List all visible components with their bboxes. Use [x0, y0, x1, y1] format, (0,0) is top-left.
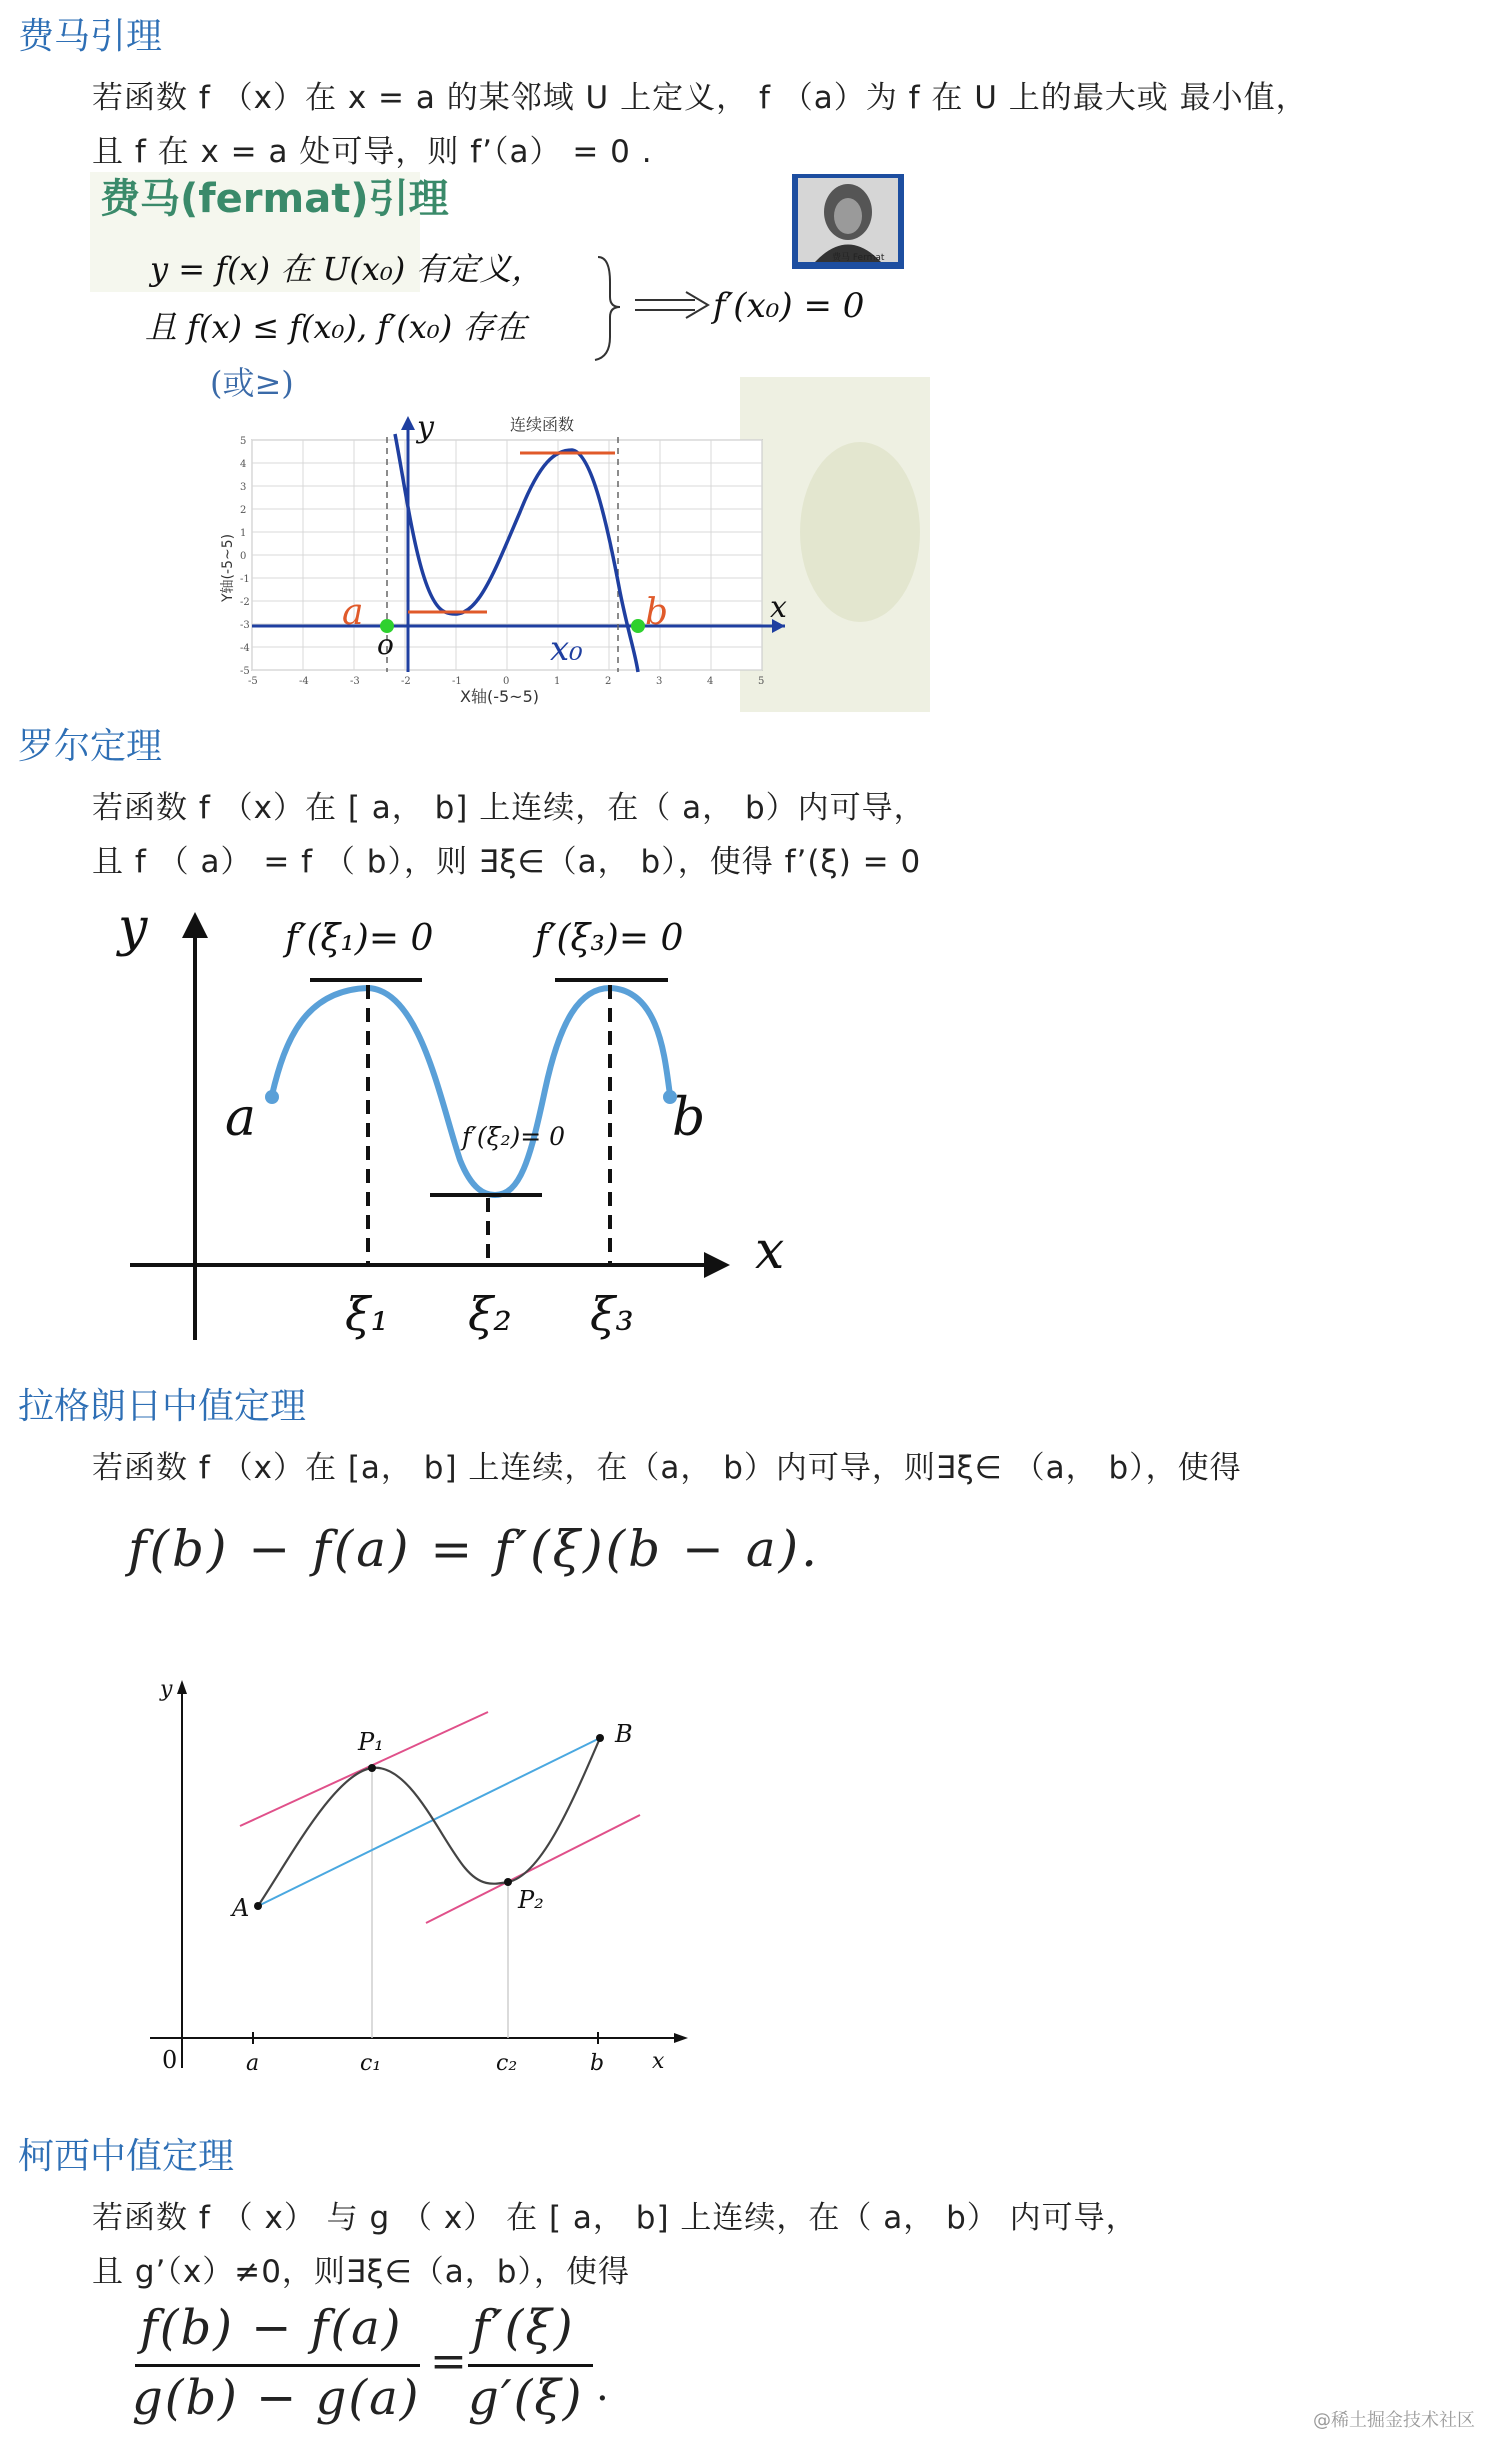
lagrange-figure	[120, 1668, 700, 2088]
x-tick-label: -4	[299, 676, 309, 687]
y-axis-arrow-icon	[182, 912, 208, 938]
x-tick-label: 5	[758, 676, 765, 687]
cauchy-equals: =	[430, 2336, 467, 2387]
fermat-heading: 费马引理	[18, 16, 163, 57]
cauchy-statement-line1: 若函数 f （ x） 与 g （ x） 在 [ a， b] 上连续，在（ a， b） 内可导，	[92, 2200, 1138, 2236]
rolle-tick-xi2: ξ₂	[468, 1287, 512, 1341]
lagrange-statement-line1: 若函数 f （x）在 [a， b] 上连续，在（a， b）内可导，则∃ξ∈ （a， b），使得	[92, 1450, 1242, 1486]
x-tick-label: -3	[350, 676, 360, 687]
graph-y-axis-label: Y轴(-5~5)	[220, 533, 236, 602]
y-axis-arrow-icon	[177, 1680, 187, 1694]
lagrange-tick-b: b	[590, 2051, 605, 2076]
lagrange-tick-a: a	[246, 2051, 260, 2076]
lagrange-P1-label: P₁	[358, 1728, 384, 1756]
graph-x-label: x	[770, 590, 787, 625]
x-axis-arrow-icon	[674, 2033, 688, 2043]
rolle-label-xi3: f′(ξ₃)= 0	[535, 918, 684, 959]
fermat-condition-3: (或≥)	[210, 364, 294, 402]
lagrange-heading: 拉格朗日中值定理	[18, 1386, 307, 1427]
implies-arrow-icon	[635, 292, 708, 318]
lagrange-tick-c2: c₂	[496, 2051, 518, 2076]
cauchy-period: .	[596, 2364, 609, 2410]
cauchy-lhs-fraction-bar	[135, 2364, 420, 2367]
background-texture-blob	[800, 442, 920, 622]
lagrange-x-label: x	[652, 2049, 665, 2074]
endpoint-a	[265, 1090, 279, 1104]
fermat-result: f′(x₀) = 0	[713, 286, 865, 326]
x-tick-label: -5	[248, 676, 258, 687]
cauchy-heading: 柯西中值定理	[18, 2136, 235, 2177]
fermat-image-title: 费马(fermat)引理	[100, 176, 449, 222]
watermark: @稀土掘金技术社区	[1313, 2410, 1475, 2431]
fermat-figure	[90, 172, 930, 712]
fermat-statement-line2: 且 f 在 x = a 处可导，则 f’（a） = 0 .	[92, 134, 653, 170]
rolle-label-xi1: f′(ξ₁)= 0	[285, 918, 434, 959]
cauchy-lhs-numerator: f(b) − f(a)	[140, 2300, 403, 2356]
graph-origin-label: o	[377, 628, 394, 661]
y-tick-label: 2	[240, 505, 247, 516]
rolle-tick-xi1: ξ₁	[345, 1287, 389, 1341]
cauchy-rhs-denominator: g′(ξ)	[468, 2370, 584, 2426]
secant-ab	[258, 1738, 600, 1906]
rolle-tick-xi3: ξ₃	[590, 1287, 634, 1341]
graph-x0-label: x₀	[550, 629, 583, 669]
x-tick-label: -1	[452, 676, 462, 687]
x-tick-label: 1	[554, 676, 561, 687]
y-tick-label: 3	[240, 482, 247, 493]
x-tick-label: 3	[656, 676, 663, 687]
point-b	[631, 619, 645, 633]
y-tick-label: -2	[240, 597, 250, 608]
x-tick-label: 4	[707, 676, 714, 687]
brace-icon	[595, 257, 620, 360]
lagrange-A-label: A	[232, 1894, 250, 1922]
graph-a-label: a	[342, 592, 364, 633]
x-tick-label: 0	[503, 676, 510, 687]
rolle-figure	[100, 890, 820, 1350]
x-axis-arrow-icon	[704, 1252, 730, 1278]
y-tick-label: -1	[240, 574, 250, 585]
y-tick-label: -3	[240, 620, 250, 631]
point-P1	[368, 1764, 376, 1772]
fermat-portrait	[792, 174, 904, 269]
point-A	[254, 1902, 262, 1910]
rolle-statement-line1: 若函数 f （x）在 [ a， b] 上连续，在（ a， b）内可导，	[92, 790, 926, 826]
point-P2	[504, 1878, 512, 1886]
y-axis-arrow-icon	[401, 416, 415, 430]
continuous-function-graph	[220, 410, 787, 706]
fermat-condition-2: 且 f(x) ≤ f(x₀), f′(x₀) 存在	[145, 308, 527, 346]
rolle-label-xi2: f′(ξ₂)= 0	[462, 1122, 566, 1151]
y-tick-label: 0	[240, 551, 247, 562]
graph-y-label: y	[417, 410, 434, 445]
rolle-statement-line2: 且 f （ a） = f （ b），则 ∃ξ∈（a， b），使得 f’(ξ) = 0	[92, 844, 922, 880]
fermat-condition-1: y = f(x) 在 U(x₀) 有定义，	[150, 250, 544, 288]
lagrange-origin-label: 0	[162, 2046, 178, 2074]
cauchy-rhs-fraction-bar	[468, 2364, 593, 2367]
lagrange-tick-c1: c₁	[360, 2051, 382, 2076]
fermat-statement-line1: 若函数 f （x）在 x = a 的某邻域 U 上定义， f （a）为 f 在 U 上的最大或 最小值，	[92, 80, 1308, 116]
y-tick-label: -4	[240, 643, 250, 654]
graph-title: 连续函数	[510, 415, 575, 434]
cauchy-lhs-denominator: g(b) − g(a)	[132, 2370, 421, 2426]
x-tick-label: -2	[401, 676, 411, 687]
cauchy-formula	[130, 2300, 670, 2430]
cauchy-statement-line2: 且 g’（x）≠0，则∃ξ∈（a，b），使得	[92, 2254, 630, 2290]
portrait-caption: 费马 Fermat	[832, 253, 885, 263]
rolle-y-label: y	[118, 898, 148, 958]
y-tick-label: 1	[240, 528, 247, 539]
y-tick-label: -5	[240, 666, 250, 677]
rolle-b-label: b	[672, 1088, 706, 1148]
graph-x-axis-label: X轴(-5~5)	[460, 687, 539, 706]
point-B	[596, 1734, 604, 1742]
rolle-x-label: x	[755, 1221, 785, 1281]
rolle-heading: 罗尔定理	[18, 726, 163, 767]
lagrange-B-label: B	[615, 1720, 633, 1748]
y-tick-label: 4	[240, 459, 247, 470]
graph-b-label: b	[645, 592, 669, 633]
lagrange-y-label: y	[160, 1677, 173, 1702]
lagrange-formula: f(b) − f(a) = f′(ξ)(b − a).	[128, 1520, 821, 1578]
x-tick-label: 2	[605, 676, 612, 687]
rolle-a-label: a	[225, 1088, 257, 1148]
y-tick-label: 5	[240, 436, 247, 447]
cauchy-rhs-numerator: f′(ξ)	[472, 2300, 575, 2356]
lagrange-P2-label: P₂	[518, 1886, 544, 1914]
